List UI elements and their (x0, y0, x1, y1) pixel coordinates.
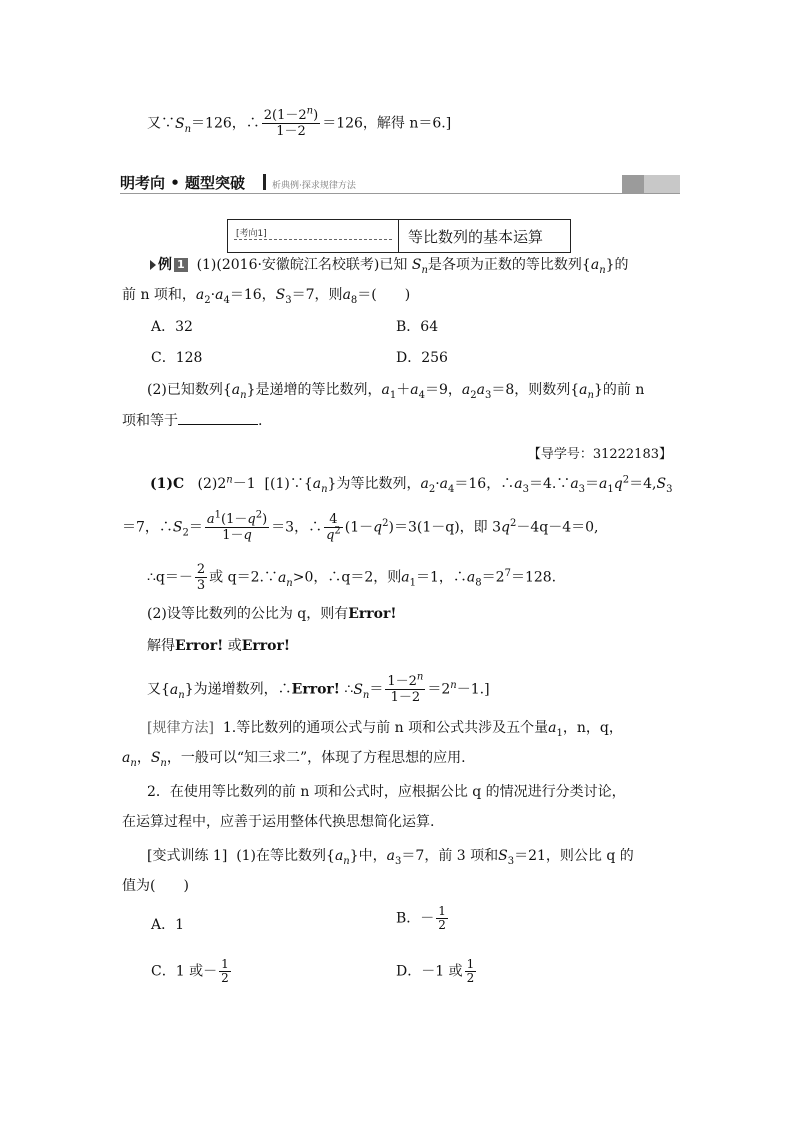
choice-a: A．32 (151, 319, 193, 335)
sum-fraction: $\frac{2(1-2^n)}{1-2}$ (263, 105, 319, 139)
solution-line-6: 又$\{a_n\}$为递增数列，∴Error! $\therefore S_n=$ $\frac{1-2^n}{1-2}$ $=2^n-1$.] (147, 671, 490, 705)
section-title: 明考向 • 题型突破 (120, 174, 246, 192)
method-line-1: [规律方法] 1.等比数列的通项公式与前 n 项和公式共涉及五个量$a_1$，n，q， (147, 720, 623, 739)
topic-dash (234, 239, 392, 240)
solution-line-4: (2)设等比数列的公比为 q，则有Error! (147, 606, 397, 622)
example-q2-line-1: (2)已知数列$\{a_n\}$是递增的等比数列，$a_1+a_4=9$，$a_2a_3=8$，则数列$\{a_n\}$的前 n (147, 382, 645, 401)
four-over-q2-fraction: $\frac{4}{q^2}$ (326, 512, 341, 543)
top-line: 又$\because S_n=126$，∴ $\frac{2(1-2^n)}{1-2}$ ＝126，解得 n＝6.] (147, 105, 452, 139)
topic-box (227, 219, 571, 253)
topic-tag: [考向1] (236, 229, 267, 239)
topic-tag-cell (228, 220, 399, 252)
choice-c: C．128 (151, 350, 203, 366)
section-divider (263, 174, 266, 190)
example-line-2: 前 n 项和，$a_2\cdot a_4=16$，$S_3=7$，则$a_8=$( ) (122, 287, 411, 306)
answer-blank (178, 410, 258, 425)
solution-line-3: ∴q＝－ $\frac{2}{3}$ 或 $q=2.\because a_n>0$，∴q＝2，则$a_1=1$，$\therefore a_8=2^7=128$. (147, 562, 557, 593)
example-line-1: 例 1 (1)(2016·安徽皖江名校联考)已知 $S_n$是各项为正数的等比数列$\{a_n\}$的 (150, 255, 629, 275)
variant-choice-c: C．1 或－ $\frac{1}{2}$ (151, 957, 229, 985)
triangle-icon (150, 260, 156, 270)
section-rule (120, 193, 680, 194)
half-fraction-d: $\frac{1}{2}$ (466, 957, 475, 985)
variant-line-2: 值为( ) (122, 878, 189, 894)
method-line-4: 在运算过程中，应善于运用整体代换思想简化运算. (122, 814, 435, 830)
half-fraction-b: $\frac{1}{2}$ (438, 904, 446, 932)
choice-d: D．256 (396, 350, 448, 366)
s2-fraction: $\frac{a^1(1-q^2)}{1-q}$ (206, 509, 268, 543)
method-line-3: 2．在使用等比数列的前 n 项和公式时，应根据公比 q 的情况进行分类讨论， (147, 784, 626, 800)
variant-choice-d: D．－1 或 $\frac{1}{2}$ (396, 957, 475, 985)
choice-b: B．64 (396, 319, 439, 335)
example-q2-line-2: 项和等于 . (122, 410, 262, 431)
section-block-light (644, 175, 680, 193)
sn-fraction: $\frac{1-2^n}{1-2}$ (387, 671, 424, 705)
variant-choice-a: A．1 (151, 917, 185, 933)
half-fraction-c: $\frac{1}{2}$ (221, 957, 229, 985)
section-subtitle: 析典例·探求规律方法 (272, 181, 356, 191)
topic-title: 等比数列的基本运算 (408, 228, 544, 246)
variant-line-1: [变式训练 1] (1)在等比数列$\{a_n\}$中，$a_3=7$，前 3 项和$S_3=21$，则公比 q 的 (147, 848, 634, 867)
solution-line-1: (1)C $(2)2^n-1$ [$(1)\because\{a_n\}$为等比数列，$a_2\cdot a_4=16$，$\therefore a_3=4.\because a_3=a_1q^2=4,S_3$ (150, 474, 673, 495)
section-block-dark (622, 175, 644, 193)
solution-line-2: ＝7，$\therefore S_2=$ $\frac{a^1(1-q^2)}{1-q}$ ＝3，∴ $\frac{4}{q^2}$ $(1-q^2)=3(1-q)$，即 $3q^2-4q-4=0$, (122, 509, 599, 543)
solution-line-5: 解得Error! 或Error! (147, 638, 291, 654)
method-line-2: $a_n$，$S_n$，一般可以“知三求二”，体现了方程思想的应用. (122, 750, 466, 769)
variant-choice-b: B．－ $\frac{1}{2}$ (396, 904, 446, 932)
two-thirds-fraction: $\frac{2}{3}$ (196, 562, 206, 593)
example-badge: 例 1 (150, 255, 188, 275)
guide-number: 【导学号：31222183】 (527, 447, 672, 462)
